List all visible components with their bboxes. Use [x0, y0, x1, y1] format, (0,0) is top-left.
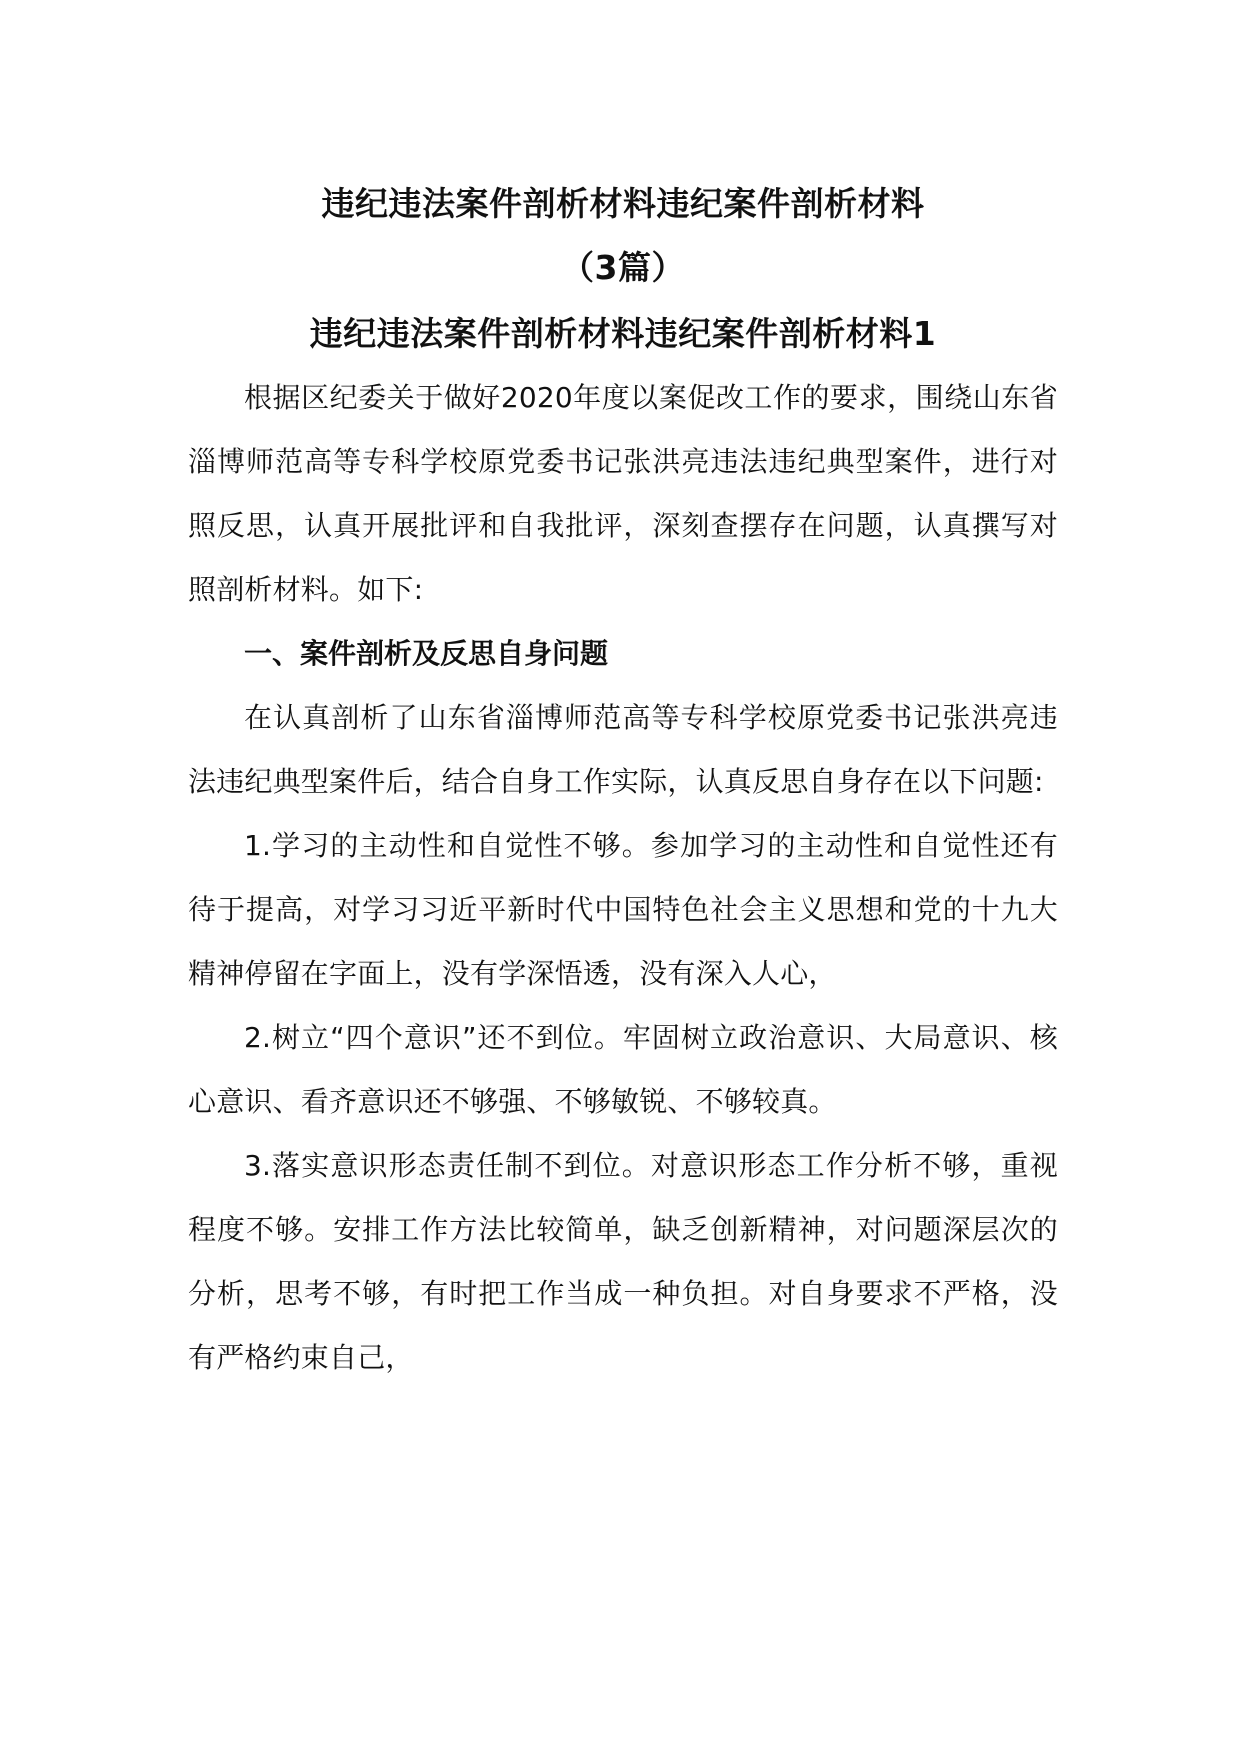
- document-title-line2: （3篇）: [561, 248, 685, 287]
- document-subtitle: 违纪违法案件剖析材料违纪案件剖析材料1: [309, 314, 937, 353]
- section-heading-1: 一、案件剖析及反思自身问题: [244, 637, 609, 670]
- paragraph-item-3: 3.落实意识形态责任制不到位。对意识形态工作分析不够，重视程度不够。安排工作方法比较简单，缺乏创新精神，对问题深层次的分析，思考不够，有时把工作当成一种负担。对自身要求不严格，没有严格约束自己，: [188, 1149, 1058, 1374]
- document-body: [188, 172, 1058, 1390]
- paragraph-analysis: 在认真剖析了山东省淄博师范高等专科学校原党委书记张洪亮违法违纪典型案件后，结合自身工作实际，认真反思自身存在以下问题:: [188, 701, 1058, 798]
- document-title-line1: 违纪违法案件剖析材料违纪案件剖析材料: [321, 184, 925, 223]
- paragraph-item-1: 1.学习的主动性和自觉性不够。参加学习的主动性和自觉性还有待于提高，对学习习近平新时代中国特色社会主义思想和党的十九大精神停留在字面上，没有学深悟透，没有深入人心，: [188, 829, 1058, 990]
- paragraph-item-2: 2.树立“四个意识”还不到位。牢固树立政治意识、大局意识、核心意识、看齐意识还不够强、不够敏锐、不够较真。: [188, 1021, 1058, 1118]
- paragraph-intro: 根据区纪委关于做好2020年度以案促改工作的要求，围绕山东省淄博师范高等专科学校原党委书记张洪亮违法违纪典型案件，进行对照反思，认真开展批评和自我批评，深刻查摆存在问题，认真撰写对照剖析材料。如下:: [188, 381, 1058, 606]
